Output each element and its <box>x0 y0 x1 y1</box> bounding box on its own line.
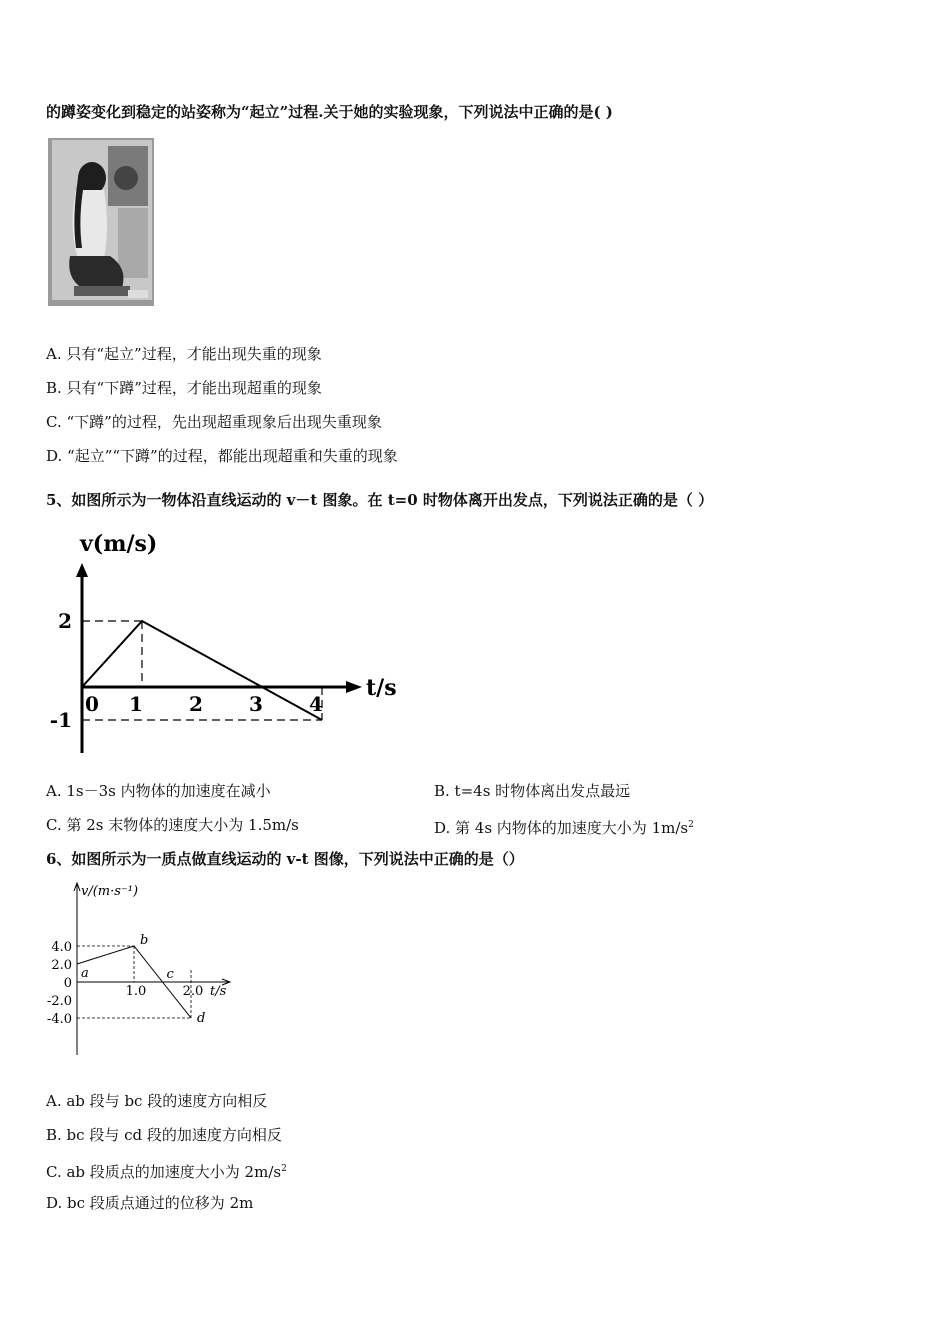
q5-option-d <box>434 815 694 838</box>
y-tick-label: 2 <box>58 609 72 633</box>
x-tick-label: 1 <box>129 692 143 716</box>
point-label-d: d <box>197 1011 206 1026</box>
y-tick-label: -4.0 <box>46 1012 72 1027</box>
q6-vt-graph <box>40 875 250 1065</box>
q4-option-b: B. 只有“下蹲”过程，才能出现超重的现象 <box>46 379 322 397</box>
y-axis-arrow-icon <box>76 563 88 577</box>
q6-option-d: D. bc 段质点通过的位移为 2m <box>46 1194 254 1212</box>
q5-option-c: C. 第 2s 末物体的速度大小为 1.5m/s <box>46 816 299 834</box>
x-axis-label: t/s <box>210 984 227 999</box>
q6-option-c-text: C. ab 段质点的加速度大小为 2m/s <box>46 1163 282 1181</box>
q6-option-c-sup: 2 <box>281 1164 287 1174</box>
q5-option-d-text: D. 第 4s 内物体的加速度大小为 1m/s <box>434 819 689 837</box>
q5-stem: 5、如图所示为一物体沿直线运动的 v－t 图象。在 t=0 时物体离开出发点，下列说法正确的是（ ） <box>46 491 714 509</box>
x-axis-arrow-icon <box>346 681 362 693</box>
point-label-c: c <box>166 967 174 982</box>
q6-stem: 6、如图所示为一质点做直线运动的 v-t 图像，下列说法中正确的是（） <box>46 850 524 868</box>
point-label-a: a <box>81 966 89 981</box>
q5-option-b: B. t=4s 时物体离出发点最远 <box>434 782 631 800</box>
q4-option-c: C. “下蹲”的过程，先出现超重现象后出现失重现象 <box>46 413 382 431</box>
experiment-photo <box>48 138 154 306</box>
point-label-b: b <box>140 933 149 948</box>
y-tick-label: 2.0 <box>51 958 72 973</box>
y-tick-label: -2.0 <box>46 994 72 1009</box>
q6-option-c <box>46 1159 287 1182</box>
y-tick-label: -1 <box>50 708 72 732</box>
q6-option-b: B. bc 段与 cd 段的加速度方向相反 <box>46 1126 282 1144</box>
y-tick-label: 0 <box>63 976 72 991</box>
q4-option-d: D. “起立”“下蹲”的过程，都能出现超重和失重的现象 <box>46 447 398 465</box>
q6-option-a: A. ab 段与 bc 段的速度方向相反 <box>46 1092 268 1110</box>
q5-option-d-sup: 2 <box>688 820 694 830</box>
y-tick-label: 4.0 <box>51 940 72 955</box>
x-axis-label: t/s <box>366 675 397 701</box>
y-axis-label: v(m/s) <box>80 531 158 557</box>
x-tick-label: 3 <box>249 692 263 716</box>
question-intro: 的蹲姿变化到稳定的站姿称为“起立”过程.关于她的实验现象，下列说法中正确的是( ) <box>46 103 613 121</box>
x-tick-label: 0 <box>85 692 99 716</box>
q4-option-a: A. 只有“起立”过程，才能出现失重的现象 <box>46 345 322 363</box>
x-tick-label: 1.0 <box>125 984 147 999</box>
q5-vt-graph <box>50 525 410 765</box>
x-tick-label: 2.0 <box>182 984 204 999</box>
x-tick-label: 2 <box>189 692 203 716</box>
x-tick-label: 4 <box>309 692 323 716</box>
y-axis-label: v/(m·s⁻¹) <box>81 884 139 899</box>
q5-option-a: A. 1s－3s 内物体的加速度在减小 <box>46 782 271 800</box>
